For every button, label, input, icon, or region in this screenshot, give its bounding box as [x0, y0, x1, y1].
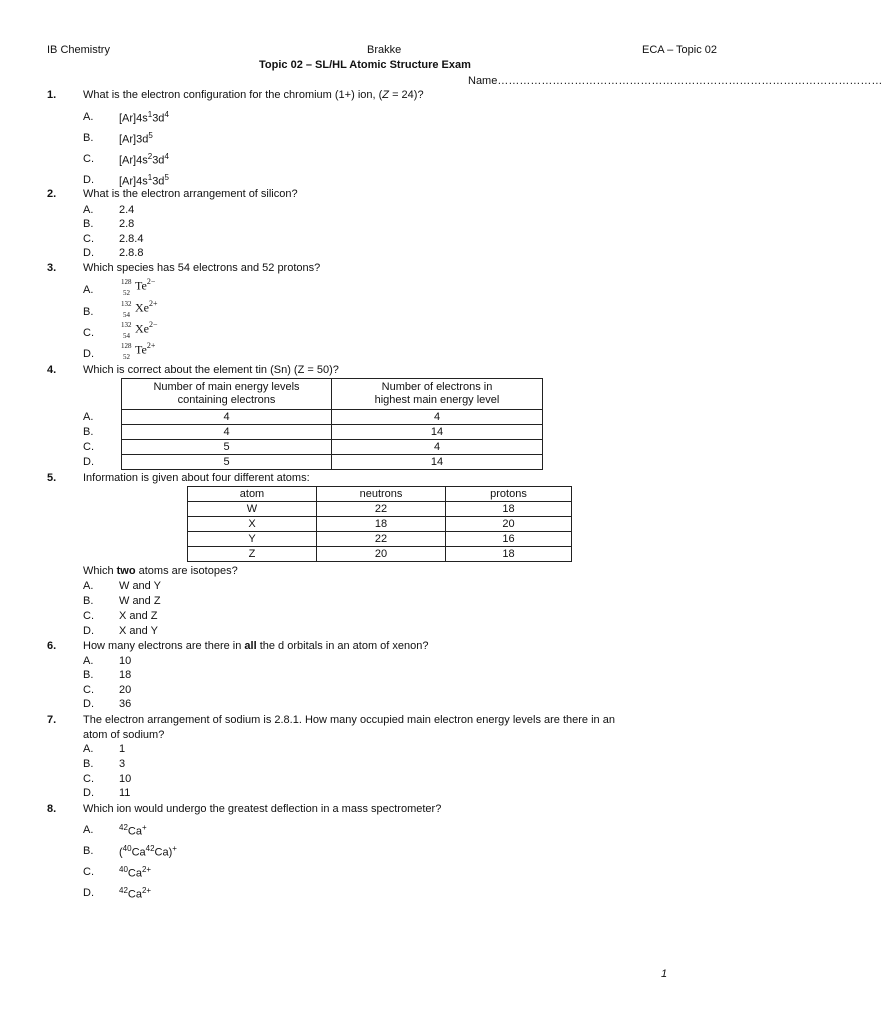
q4-cell: 4: [122, 425, 332, 440]
q6-option-d: 36: [119, 698, 132, 710]
q6-option-b-label: B.: [83, 669, 94, 681]
q3-option-c-label: C.: [83, 327, 94, 339]
q2-option-d-label: D.: [83, 247, 94, 259]
q2-option-d: 2.8.8: [119, 247, 144, 259]
q5-cell: 22: [317, 502, 446, 517]
exam-title: Topic 02 – SL/HL Atomic Structure Exam: [259, 59, 471, 71]
q1-option-b-label: B.: [83, 132, 94, 144]
q8-option-d-label: D.: [83, 887, 94, 899]
q8-number: 8.: [47, 803, 57, 815]
q5-cell: 22: [317, 532, 446, 547]
q3-option-c: 132 54 $Xe^{2-}$: [121, 320, 158, 340]
q5-header-neutrons: neutrons: [317, 487, 446, 502]
header-course: IB Chemistry: [47, 44, 110, 56]
q3-number: 3.: [47, 262, 57, 274]
q6-option-c-label: C.: [83, 684, 94, 696]
q3-option-d-label: D.: [83, 348, 94, 360]
q4-row-b-label: B.: [83, 426, 94, 438]
q2-text: What is the electron arrangement of silicon?: [83, 188, 298, 200]
q8-option-c-label: C.: [83, 866, 94, 878]
q1-option-d-label: D.: [83, 174, 94, 186]
q5-cell: 18: [446, 547, 572, 562]
q7-text-line1: The electron arrangement of sodium is 2.8.1. How many occupied main electron energy levels are there in an: [83, 714, 615, 726]
q7-option-b: 3: [119, 758, 126, 770]
q2-option-c: 2.8.4: [119, 233, 144, 245]
q5-cell: X: [188, 517, 317, 532]
q7-option-d: 11: [119, 787, 131, 799]
q5-option-d-label: D.: [83, 625, 94, 637]
q4-cell: 5: [122, 455, 332, 470]
q4-cell: 4: [332, 440, 543, 455]
q6-option-a-label: A.: [83, 655, 94, 667]
q1-option-b: $[Ar]3d^5$: [119, 131, 153, 146]
q2-option-a: 2.4: [119, 204, 135, 216]
q1-option-d: $[Ar]4s^13d^5$: [119, 173, 169, 188]
q5-number: 5.: [47, 472, 57, 484]
q8-option-a: $^{42}$Ca+: [119, 823, 147, 838]
q5-cell: Z: [188, 547, 317, 562]
q5-text: Information is given about four different atoms:: [83, 472, 310, 484]
q8-option-a-label: A.: [83, 824, 94, 836]
q8-option-c: $^{40}Ca^{2+}$: [119, 865, 152, 880]
q6-text: How many electrons are there in all the d orbitals in an atom of xenon?: [83, 640, 429, 652]
q3-option-a: 128 52 $Te^{2-}$: [121, 277, 156, 297]
q3-option-a-label: A.: [83, 284, 94, 296]
q5-cell: W: [188, 502, 317, 517]
q7-option-a-label: A.: [83, 743, 94, 755]
q4-cell: 4: [122, 410, 332, 425]
q4-row-a-label: A.: [83, 411, 94, 423]
q5-table: [187, 486, 572, 562]
q1-text: What is the electron configuration for the chromium (1+) ion, (Z = 24)?: [83, 89, 424, 101]
q5-option-b: W and Z: [119, 595, 161, 607]
q5-header-atom: atom: [188, 487, 317, 502]
q5-cell: 16: [446, 532, 572, 547]
q6-option-d-label: D.: [83, 698, 94, 710]
q6-option-a: 10: [119, 655, 132, 667]
q4-row-d-label: D.: [83, 456, 94, 468]
q5-follow-up: Which two atoms are isotopes?: [83, 565, 238, 577]
q5-option-d: X and Y: [119, 625, 158, 637]
q7-option-c-label: C.: [83, 773, 94, 785]
q7-number: 7.: [47, 714, 57, 726]
q6-option-b: 18: [119, 669, 132, 681]
q8-option-d: $^{42}Ca^{2+}$: [119, 886, 152, 901]
q2-number: 2.: [47, 188, 57, 200]
q5-option-b-label: B.: [83, 595, 94, 607]
q7-text-line2: atom of sodium?: [83, 729, 165, 741]
q3-option-b-label: B.: [83, 306, 94, 318]
q8-text: Which ion would undergo the greatest deflection in a mass spectrometer?: [83, 803, 442, 815]
header-teacher: Brakke: [367, 44, 402, 56]
q4-header-levels: Number of main energy levels containing electrons: [122, 379, 332, 410]
q1-option-c-label: C.: [83, 153, 94, 165]
q1-option-a: $[Ar]4s^13d^4$: [119, 110, 169, 125]
q5-cell: 18: [446, 502, 572, 517]
q7-option-d-label: D.: [83, 787, 94, 799]
q4-cell: 5: [122, 440, 332, 455]
q5-option-c: X and Z: [119, 610, 158, 622]
q4-row-c-label: C.: [83, 441, 94, 453]
q5-option-a: W and Y: [119, 580, 161, 592]
q7-option-a: 1: [119, 743, 126, 755]
page-number: 1: [661, 968, 668, 980]
q4-cell: 4: [332, 410, 543, 425]
q6-number: 6.: [47, 640, 57, 652]
q4-table: [121, 378, 543, 470]
q2-option-b: 2.8: [119, 218, 135, 230]
header-topic: ECA – Topic 02: [642, 44, 718, 56]
q4-number: 4.: [47, 364, 57, 376]
q7-option-c: 10: [119, 773, 132, 785]
q5-option-c-label: C.: [83, 610, 94, 622]
q5-option-a-label: A.: [83, 580, 94, 592]
q5-header-protons: protons: [446, 487, 572, 502]
q3-option-b: 132 54 $Xe^{2+}$: [121, 299, 158, 319]
q6-option-c: 20: [119, 684, 132, 696]
q4-cell: 14: [332, 425, 543, 440]
q8-option-b: ($^{40}$Ca$^{42}$Ca)+: [119, 844, 177, 859]
name-line: Name……………………………………………………………………………………………: [468, 75, 882, 87]
q1-option-c: $[Ar]4s^23d^4$: [119, 152, 169, 167]
q4-cell: 14: [332, 455, 543, 470]
q5-cell: Y: [188, 532, 317, 547]
q5-cell: 20: [446, 517, 572, 532]
q2-option-a-label: A.: [83, 204, 94, 216]
q8-option-b-label: B.: [83, 845, 94, 857]
q3-text: Which species has 54 electrons and 52 protons?: [83, 262, 321, 274]
q5-cell: 18: [317, 517, 446, 532]
q1-number: 1.: [47, 89, 57, 101]
q5-cell: 20: [317, 547, 446, 562]
q4-header-electrons: Number of electrons in highest main energy level: [332, 379, 543, 410]
q4-text: Which is correct about the element tin (Sn) (Z = 50)?: [83, 364, 339, 376]
q3-option-d: 128 52 $Te^{2+}$: [121, 341, 156, 361]
q7-option-b-label: B.: [83, 758, 94, 770]
q2-option-c-label: C.: [83, 233, 94, 245]
q2-option-b-label: B.: [83, 218, 94, 230]
q1-option-a-label: A.: [83, 111, 94, 123]
